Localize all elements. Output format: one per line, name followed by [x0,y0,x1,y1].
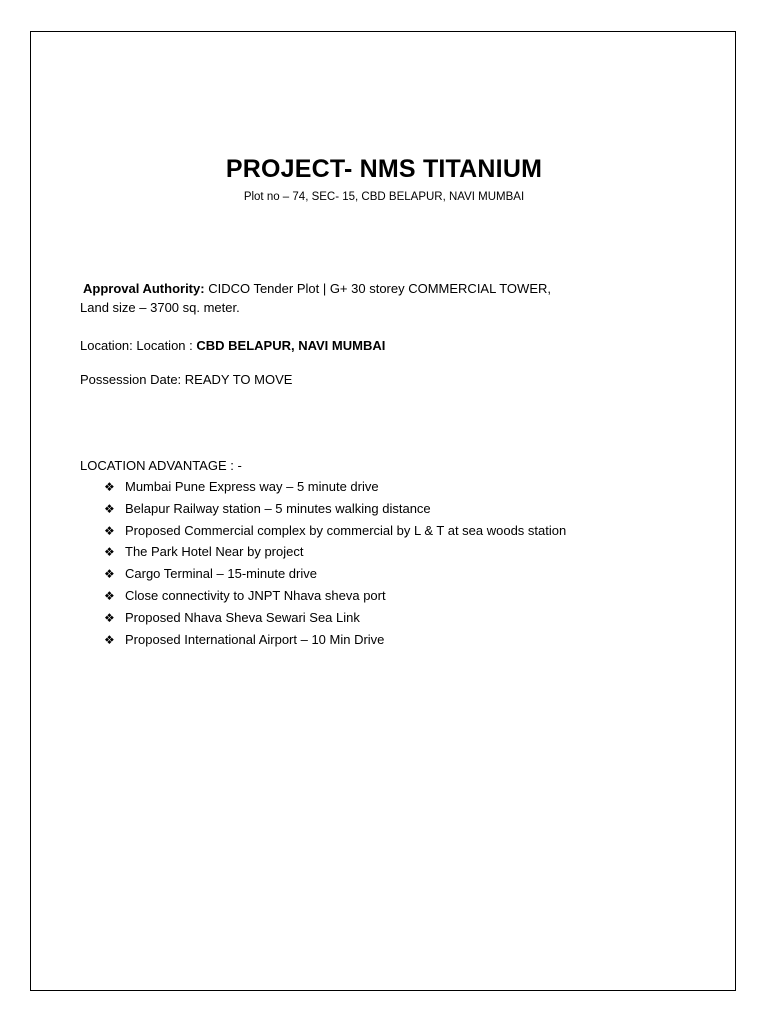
approval-authority-value: CIDCO Tender Plot | G+ 30 storey COMMERCIAL TOWER, [204,281,551,296]
location-value: CBD BELAPUR, NAVI MUMBAI [196,338,386,353]
possession-date-line: Possession Date: READY TO MOVE [80,372,293,387]
location-advantage-list [104,478,566,652]
approval-authority-line [83,280,551,298]
list-item [104,500,566,522]
list-item [104,631,566,653]
list-item [104,478,566,500]
list-item-text: Proposed International Airport – 10 Min Drive [125,631,385,647]
diamond-bullet-icon: ❖ [104,523,115,538]
page-title: PROJECT- NMS TITANIUM [225,155,543,183]
list-item [104,565,566,587]
page-subtitle: Plot no – 74, SEC- 15, CBD BELAPUR, NAVI MUMBAI [243,191,525,203]
diamond-bullet-icon: ❖ [104,480,115,494]
location-line [80,337,385,355]
list-item-text: Belapur Railway station – 5 minutes walking distance [125,500,431,516]
diamond-bullet-icon: ❖ [104,567,115,582]
list-item-text: Close connectivity to JNPT Nhava sheva port [125,587,386,603]
location-advantage-heading: LOCATION ADVANTAGE : - [80,458,242,473]
list-item [104,522,566,544]
list-item [104,543,566,565]
list-item-text: Mumbai Pune Express way – 5 minute drive [125,479,379,494]
diamond-bullet-icon: ❖ [104,632,115,647]
land-size-line: Land size – 3700 sq. meter. [80,300,240,315]
list-item [104,587,566,609]
list-item-text: Cargo Terminal – 15-minute drive [125,566,317,582]
list-item-text: Proposed Nhava Sheva Sewari Sea Link [125,609,360,625]
diamond-bullet-icon: ❖ [104,610,115,625]
diamond-bullet-icon: ❖ [104,588,115,603]
diamond-bullet-icon: ❖ [104,545,115,560]
list-item-text: The Park Hotel Near by project [125,544,304,560]
approval-authority-label: Approval Authority: [83,281,205,296]
list-item-text: Proposed Commercial complex by commercial by L & T at sea woods station [125,522,567,538]
list-item [104,609,566,631]
diamond-bullet-icon: ❖ [104,501,115,516]
location-label: Location: Location : [80,338,197,353]
